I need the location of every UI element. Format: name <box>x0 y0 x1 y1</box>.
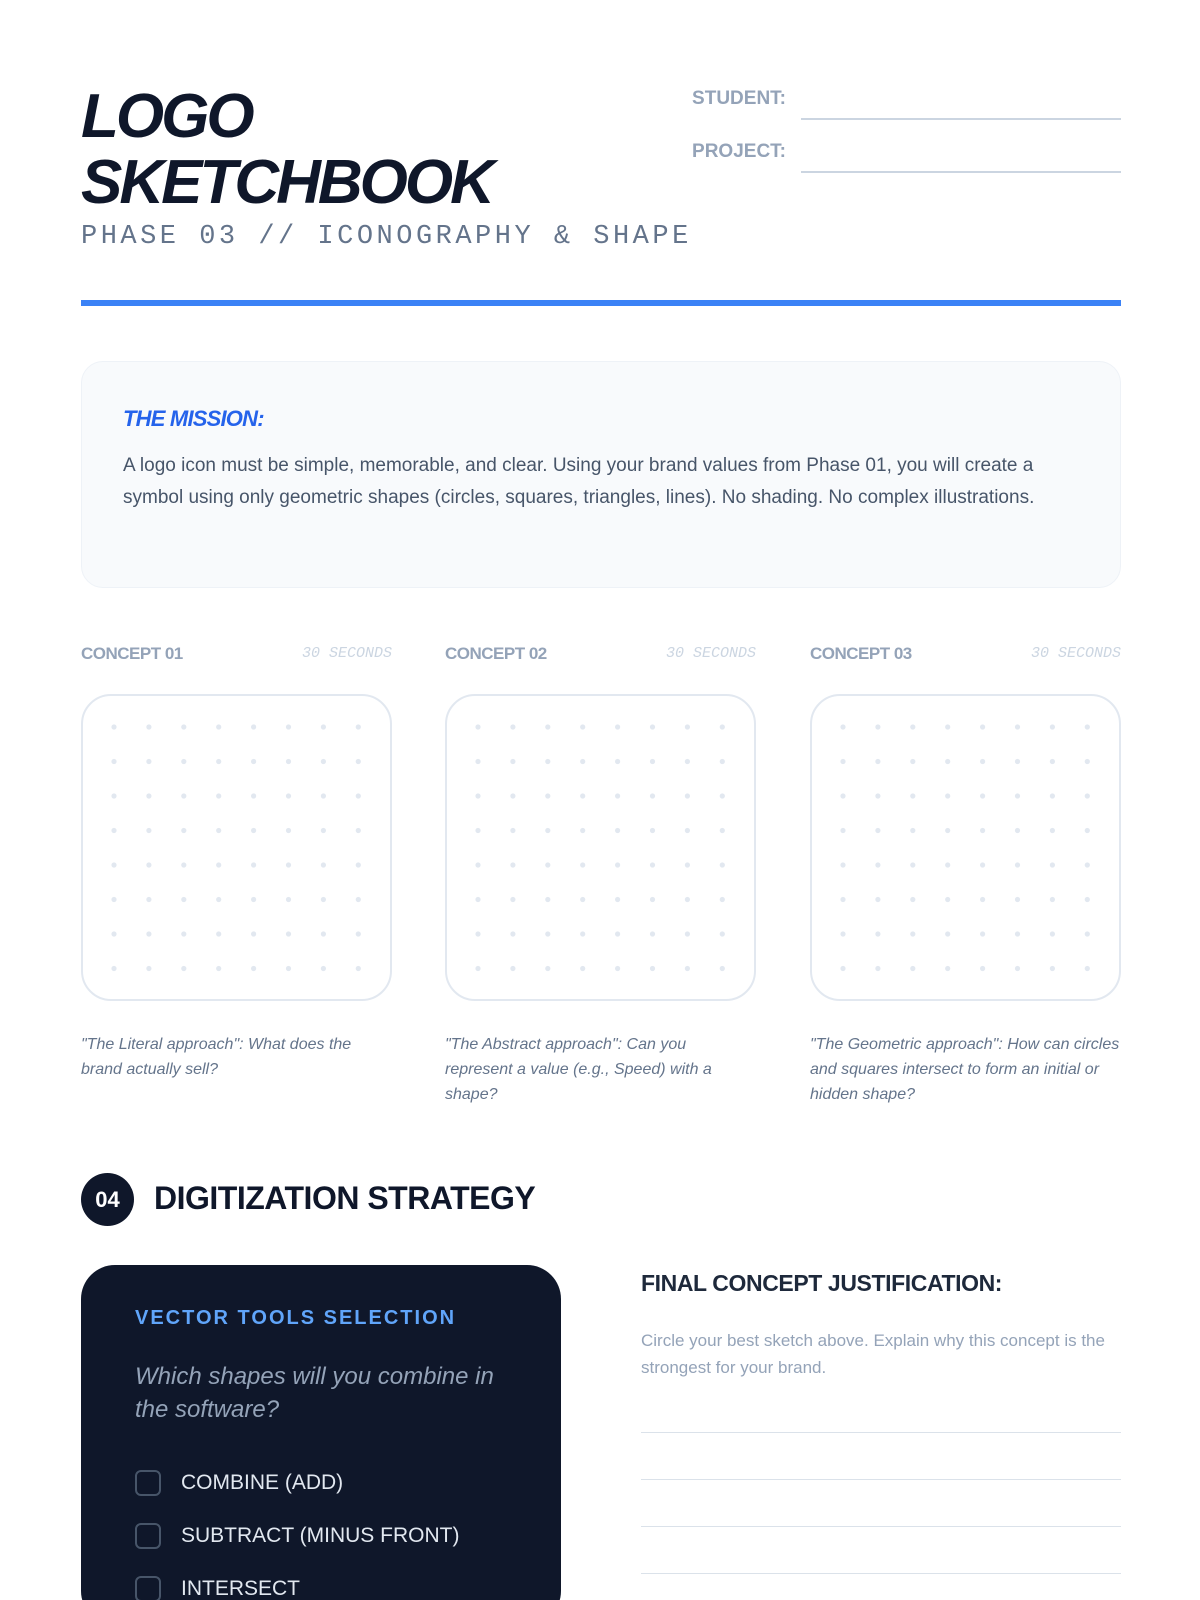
grid-dot <box>286 966 291 971</box>
grid-dot <box>251 862 256 867</box>
grid-dot <box>510 931 515 936</box>
student-label: STUDENT: <box>692 88 786 109</box>
option-combine[interactable] <box>135 1456 507 1509</box>
grid-dot <box>111 862 116 867</box>
grid-dot <box>945 966 950 971</box>
grid-dot <box>146 724 151 729</box>
sketch-area[interactable] <box>81 694 392 1001</box>
section-title: DIGITIZATION STRATEGY <box>154 1180 536 1216</box>
grid-dot <box>685 759 690 764</box>
grid-dot <box>1050 931 1055 936</box>
grid-dot <box>875 759 880 764</box>
grid-dot <box>510 724 515 729</box>
grid-dot <box>685 966 690 971</box>
grid-dot <box>945 862 950 867</box>
grid-dot <box>945 828 950 833</box>
grid-dot <box>720 862 725 867</box>
grid-dot <box>475 724 480 729</box>
grid-dot <box>356 966 361 971</box>
grid-dot <box>545 759 550 764</box>
grid-dot <box>146 897 151 902</box>
grid-dot <box>615 862 620 867</box>
concept-prompt: "The Geometric approach": How can circles and squares intersect to form an initial or hidden shape? <box>810 1036 1120 1103</box>
grid-dot <box>685 724 690 729</box>
sketch-area[interactable] <box>445 694 756 1001</box>
grid-dot <box>1050 897 1055 902</box>
tool-options <box>135 1456 507 1600</box>
mission-card <box>81 361 1121 588</box>
grid-dot <box>146 828 151 833</box>
grid-dot <box>146 966 151 971</box>
grid-dot <box>650 966 655 971</box>
title-line-1: LOGO <box>81 82 252 151</box>
grid-dot <box>111 897 116 902</box>
concept-card-3 <box>810 640 1121 1103</box>
grid-dot <box>321 931 326 936</box>
concept-title: CONCEPT 03 <box>810 644 912 663</box>
grid-dot <box>510 862 515 867</box>
grid-dot <box>545 897 550 902</box>
project-input-line[interactable] <box>801 171 1121 173</box>
grid-dot <box>910 897 915 902</box>
grid-dot <box>1050 966 1055 971</box>
writing-line[interactable] <box>641 1479 1121 1480</box>
grid-dot <box>1085 828 1090 833</box>
checkbox[interactable] <box>135 1470 161 1496</box>
grid-dot <box>980 931 985 936</box>
grid-dot <box>875 966 880 971</box>
grid-dot <box>840 862 845 867</box>
grid-dot <box>216 724 221 729</box>
grid-dot <box>580 759 585 764</box>
grid-dot <box>1050 793 1055 798</box>
grid-dot <box>840 793 845 798</box>
option-label: SUBTRACT (MINUS FRONT) <box>181 1523 460 1547</box>
grid-dot <box>356 828 361 833</box>
grid-dot <box>1015 724 1020 729</box>
grid-dot <box>545 724 550 729</box>
section-heading <box>81 1173 681 1227</box>
grid-dot <box>650 759 655 764</box>
grid-dot <box>111 828 116 833</box>
grid-dot <box>146 759 151 764</box>
grid-dot <box>356 931 361 936</box>
grid-dot <box>650 793 655 798</box>
option-label: INTERSECT <box>181 1576 301 1600</box>
student-info-fields <box>681 84 1121 190</box>
grid-dot <box>840 828 845 833</box>
grid-dot <box>1015 759 1020 764</box>
grid-dot <box>251 724 256 729</box>
grid-dot <box>545 966 550 971</box>
grid-dot <box>181 931 186 936</box>
concept-prompt: "The Abstract approach": Can you represent a value (e.g., Speed) with a shape? <box>445 1036 712 1103</box>
grid-dot <box>720 966 725 971</box>
grid-dot <box>1015 966 1020 971</box>
mission-title: THE MISSION: <box>123 406 264 431</box>
concepts-row <box>81 640 1121 1110</box>
header-divider <box>81 300 1121 306</box>
grid-dot <box>650 862 655 867</box>
grid-dot <box>1050 724 1055 729</box>
grid-dot <box>875 724 880 729</box>
header <box>81 84 1121 309</box>
justification-hint: Circle your best sketch above. Explain why this concept is the strongest for your brand. <box>641 1331 1105 1377</box>
grid-dot <box>910 966 915 971</box>
checkbox[interactable] <box>135 1576 161 1600</box>
grid-dot <box>251 897 256 902</box>
grid-dot <box>216 828 221 833</box>
grid-dot <box>580 897 585 902</box>
page-subtitle: PHASE 03 // ICONOGRAPHY & SHAPE <box>81 222 692 252</box>
grid-dot <box>615 966 620 971</box>
grid-dot <box>510 897 515 902</box>
concept-title: CONCEPT 01 <box>81 644 183 663</box>
tools-question: Which shapes will you combine in the software? <box>135 1363 494 1423</box>
grid-dot <box>1085 759 1090 764</box>
concept-timer: 30 SECONDS <box>665 645 756 662</box>
grid-dot <box>580 828 585 833</box>
writing-line[interactable] <box>641 1526 1121 1527</box>
grid-dot <box>980 966 985 971</box>
grid-dot <box>580 862 585 867</box>
grid-dot <box>321 897 326 902</box>
grid-dot <box>840 931 845 936</box>
grid-dot <box>146 793 151 798</box>
grid-dot <box>356 759 361 764</box>
project-label: PROJECT: <box>692 141 786 162</box>
grid-dot <box>286 931 291 936</box>
grid-dot <box>356 862 361 867</box>
grid-dot <box>181 966 186 971</box>
grid-dot <box>321 724 326 729</box>
grid-dot <box>111 793 116 798</box>
concept-header <box>81 640 392 666</box>
concept-timer: 30 SECONDS <box>1030 645 1121 662</box>
grid-dot <box>615 931 620 936</box>
grid-dot <box>1085 862 1090 867</box>
grid-dot <box>580 724 585 729</box>
grid-dot <box>650 828 655 833</box>
grid-dot <box>980 793 985 798</box>
concept-timer: 30 SECONDS <box>301 645 392 662</box>
grid-dot <box>545 931 550 936</box>
checkbox[interactable] <box>135 1523 161 1549</box>
grid-dot <box>875 931 880 936</box>
tools-title: VECTOR TOOLS SELECTION <box>135 1307 457 1329</box>
grid-dot <box>181 759 186 764</box>
grid-dot <box>475 793 480 798</box>
grid-dot <box>875 897 880 902</box>
grid-dot <box>945 793 950 798</box>
grid-dot <box>910 862 915 867</box>
student-input-line[interactable] <box>801 118 1121 120</box>
grid-dot <box>146 931 151 936</box>
grid-dot <box>720 897 725 902</box>
grid-dot <box>181 793 186 798</box>
grid-dot <box>475 966 480 971</box>
grid-dot <box>216 931 221 936</box>
grid-dot <box>111 759 116 764</box>
vector-tools-card <box>81 1265 561 1600</box>
grid-dot <box>510 759 515 764</box>
grid-dot <box>980 897 985 902</box>
grid-dot <box>1050 862 1055 867</box>
grid-dot <box>945 931 950 936</box>
grid-dot <box>1085 931 1090 936</box>
grid-dot <box>910 793 915 798</box>
grid-dot <box>1015 897 1020 902</box>
dot-grid <box>447 696 754 999</box>
grid-dot <box>685 931 690 936</box>
grid-dot <box>475 759 480 764</box>
grid-dot <box>615 828 620 833</box>
grid-dot <box>910 931 915 936</box>
grid-dot <box>1015 793 1020 798</box>
grid-dot <box>251 793 256 798</box>
grid-dot <box>286 793 291 798</box>
grid-dot <box>1085 793 1090 798</box>
grid-dot <box>1085 897 1090 902</box>
grid-dot <box>321 862 326 867</box>
grid-dot <box>685 828 690 833</box>
grid-dot <box>910 828 915 833</box>
concept-card-2 <box>445 640 756 1103</box>
concept-card-1 <box>81 640 392 1078</box>
grid-dot <box>650 724 655 729</box>
grid-dot <box>181 724 186 729</box>
grid-dot <box>720 759 725 764</box>
grid-dot <box>615 793 620 798</box>
grid-dot <box>286 828 291 833</box>
grid-dot <box>216 793 221 798</box>
grid-dot <box>615 759 620 764</box>
grid-dot <box>875 793 880 798</box>
dot-grid <box>812 696 1119 999</box>
grid-dot <box>685 793 690 798</box>
grid-dot <box>510 793 515 798</box>
option-label: COMBINE (ADD) <box>181 1470 344 1494</box>
grid-dot <box>216 897 221 902</box>
grid-dot <box>840 966 845 971</box>
student-field[interactable] <box>681 84 1121 137</box>
grid-dot <box>321 793 326 798</box>
grid-dot <box>251 966 256 971</box>
grid-dot <box>475 862 480 867</box>
concept-header <box>445 640 756 666</box>
grid-dot <box>286 724 291 729</box>
grid-dot <box>251 759 256 764</box>
grid-dot <box>181 862 186 867</box>
grid-dot <box>720 793 725 798</box>
title-line-2: SKETCHBOOK <box>81 148 492 217</box>
dot-grid <box>83 696 390 999</box>
grid-dot <box>685 897 690 902</box>
grid-dot <box>251 828 256 833</box>
grid-dot <box>475 897 480 902</box>
grid-dot <box>356 897 361 902</box>
grid-dot <box>286 862 291 867</box>
grid-dot <box>720 724 725 729</box>
grid-dot <box>545 828 550 833</box>
grid-dot <box>580 966 585 971</box>
grid-dot <box>980 828 985 833</box>
grid-dot <box>251 931 256 936</box>
grid-dot <box>650 931 655 936</box>
grid-dot <box>1085 966 1090 971</box>
grid-dot <box>910 724 915 729</box>
grid-dot <box>1015 931 1020 936</box>
grid-dot <box>356 793 361 798</box>
grid-dot <box>286 897 291 902</box>
grid-dot <box>910 759 915 764</box>
grid-dot <box>580 931 585 936</box>
grid-dot <box>945 724 950 729</box>
section-number-badge: 04 <box>81 1173 134 1226</box>
grid-dot <box>875 828 880 833</box>
grid-dot <box>475 931 480 936</box>
grid-dot <box>615 724 620 729</box>
grid-dot <box>111 931 116 936</box>
grid-dot <box>720 931 725 936</box>
grid-dot <box>840 759 845 764</box>
grid-dot <box>286 759 291 764</box>
grid-dot <box>321 828 326 833</box>
grid-dot <box>945 759 950 764</box>
grid-dot <box>216 759 221 764</box>
grid-dot <box>685 862 690 867</box>
mission-body: A logo icon must be simple, memorable, and clear. Using your brand values from Phase 01, you will create a symbol using only geometric shapes (circles, squares, triangles, lines). No shading. No complex illustrations. <box>123 455 1035 508</box>
grid-dot <box>1050 828 1055 833</box>
grid-dot <box>181 828 186 833</box>
grid-dot <box>216 966 221 971</box>
sketch-area[interactable] <box>810 694 1121 1001</box>
project-field[interactable] <box>681 137 1121 190</box>
grid-dot <box>980 759 985 764</box>
concept-header <box>810 640 1121 666</box>
grid-dot <box>840 724 845 729</box>
option-intersect[interactable] <box>135 1562 507 1600</box>
grid-dot <box>1015 862 1020 867</box>
justification-title: FINAL CONCEPT JUSTIFICATION: <box>641 1270 1003 1296</box>
grid-dot <box>510 966 515 971</box>
grid-dot <box>475 828 480 833</box>
grid-dot <box>840 897 845 902</box>
grid-dot <box>545 793 550 798</box>
grid-dot <box>510 828 515 833</box>
grid-dot <box>1050 759 1055 764</box>
grid-dot <box>945 897 950 902</box>
grid-dot <box>545 862 550 867</box>
grid-dot <box>875 862 880 867</box>
writing-line[interactable] <box>641 1432 1121 1433</box>
grid-dot <box>580 793 585 798</box>
grid-dot <box>980 862 985 867</box>
grid-dot <box>980 724 985 729</box>
grid-dot <box>356 724 361 729</box>
concept-title: CONCEPT 02 <box>445 644 547 663</box>
grid-dot <box>720 828 725 833</box>
grid-dot <box>1015 828 1020 833</box>
grid-dot <box>615 897 620 902</box>
grid-dot <box>216 862 221 867</box>
grid-dot <box>321 759 326 764</box>
grid-dot <box>111 724 116 729</box>
grid-dot <box>146 862 151 867</box>
justification-section <box>641 1270 1121 1381</box>
grid-dot <box>321 966 326 971</box>
grid-dot <box>111 966 116 971</box>
grid-dot <box>1085 724 1090 729</box>
writing-line[interactable] <box>641 1573 1121 1574</box>
option-subtract[interactable] <box>135 1509 507 1562</box>
concept-prompt: "The Literal approach": What does the brand actually sell? <box>81 1036 352 1078</box>
grid-dot <box>181 897 186 902</box>
grid-dot <box>650 897 655 902</box>
